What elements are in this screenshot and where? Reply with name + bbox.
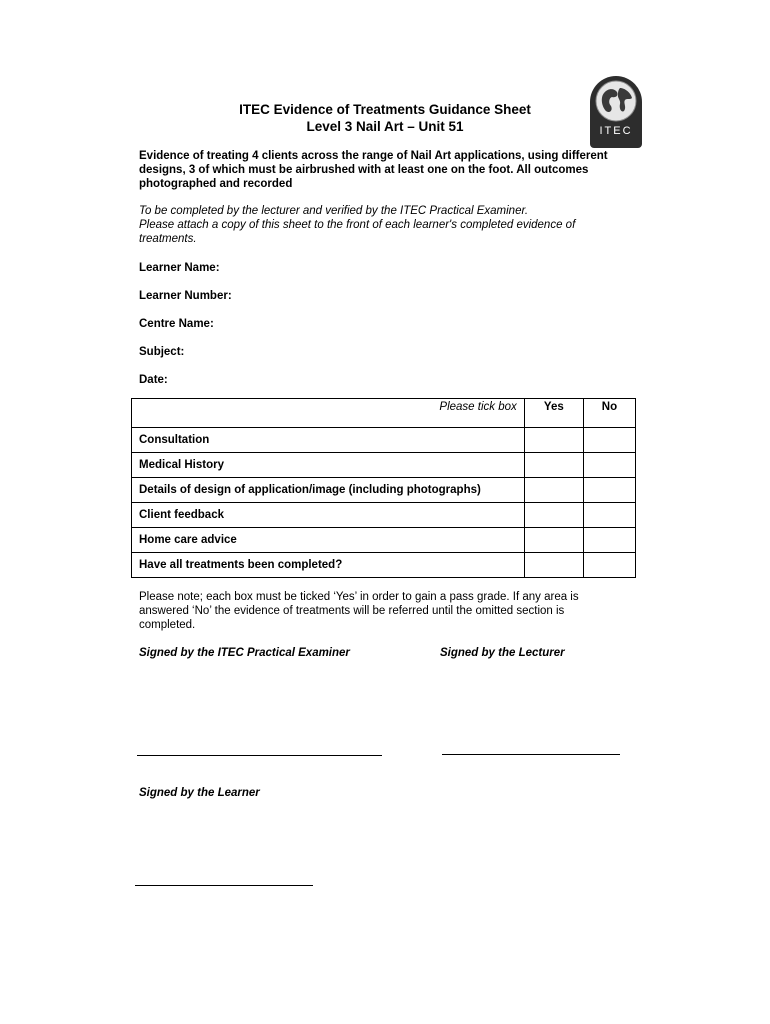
table-row (132, 503, 636, 528)
no-tick-box[interactable] (583, 553, 635, 578)
examiner-signature-line[interactable] (137, 755, 382, 756)
row-label-design-details: Details of design of application/image (including photographs) (132, 478, 525, 503)
table-row (132, 453, 636, 478)
row-label-home-care-advice: Home care advice (132, 528, 525, 553)
examiner-signature-label: Signed by the ITEC Practical Examiner (139, 647, 350, 659)
page-subtitle: Level 3 Nail Art – Unit 51 (306, 119, 464, 134)
yes-column-header: Yes (524, 399, 583, 428)
yes-tick-box[interactable] (524, 453, 583, 478)
page-title: ITEC Evidence of Treatments Guidance Sheet (239, 102, 531, 117)
itec-logo (590, 76, 642, 148)
table-row (132, 528, 636, 553)
table-row (132, 428, 636, 453)
learner-name-label: Learner Name: (139, 262, 220, 274)
no-tick-box[interactable] (583, 478, 635, 503)
lecturer-signature-line[interactable] (442, 754, 620, 755)
yes-tick-box[interactable] (524, 503, 583, 528)
row-label-consultation: Consultation (132, 428, 525, 453)
no-tick-box[interactable] (583, 503, 635, 528)
logo-text: ITEC (599, 125, 633, 137)
no-tick-box[interactable] (583, 528, 635, 553)
instructions (139, 204, 609, 246)
instructions-line-1: To be completed by the lecturer and verified by the ITEC Practical Examiner. (139, 205, 529, 217)
table-header-row (132, 399, 636, 428)
learner-signature-label: Signed by the Learner (139, 787, 260, 799)
yes-tick-box[interactable] (524, 428, 583, 453)
row-label-client-feedback: Client feedback (132, 503, 525, 528)
centre-name-label: Centre Name: (139, 318, 214, 330)
tick-box-header: Please tick box (132, 399, 525, 428)
globe-icon (590, 76, 642, 126)
row-label-medical-history: Medical History (132, 453, 525, 478)
intro-paragraph: Evidence of treating 4 clients across the range of Nail Art applications, using different designs, 3 of which must be airbrushed with at least one on the foot. All outcomes photographed and recorded (139, 150, 608, 190)
subject-label: Subject: (139, 346, 185, 358)
date-label: Date: (139, 374, 168, 386)
learner-number-label: Learner Number: (139, 290, 232, 302)
no-tick-box[interactable] (583, 453, 635, 478)
instructions-line-2: Please attach a copy of this sheet to the front of each learner's completed evidence of treatments. (139, 219, 576, 245)
evidence-checklist-table (131, 398, 636, 578)
no-column-header: No (583, 399, 635, 428)
yes-tick-box[interactable] (524, 553, 583, 578)
yes-tick-box[interactable] (524, 478, 583, 503)
table-row (132, 553, 636, 578)
pass-grade-note: Please note; each box must be ticked ‘Yes’ in order to gain a pass grade. If any area is answered ‘No’ the evidence of treatments will be referred until the omitted section is completed. (139, 591, 579, 631)
learner-signature-line[interactable] (135, 885, 313, 886)
lecturer-signature-label: Signed by the Lecturer (440, 647, 565, 659)
no-tick-box[interactable] (583, 428, 635, 453)
table-row (132, 478, 636, 503)
row-label-treatments-completed: Have all treatments been completed? (132, 553, 525, 578)
yes-tick-box[interactable] (524, 528, 583, 553)
